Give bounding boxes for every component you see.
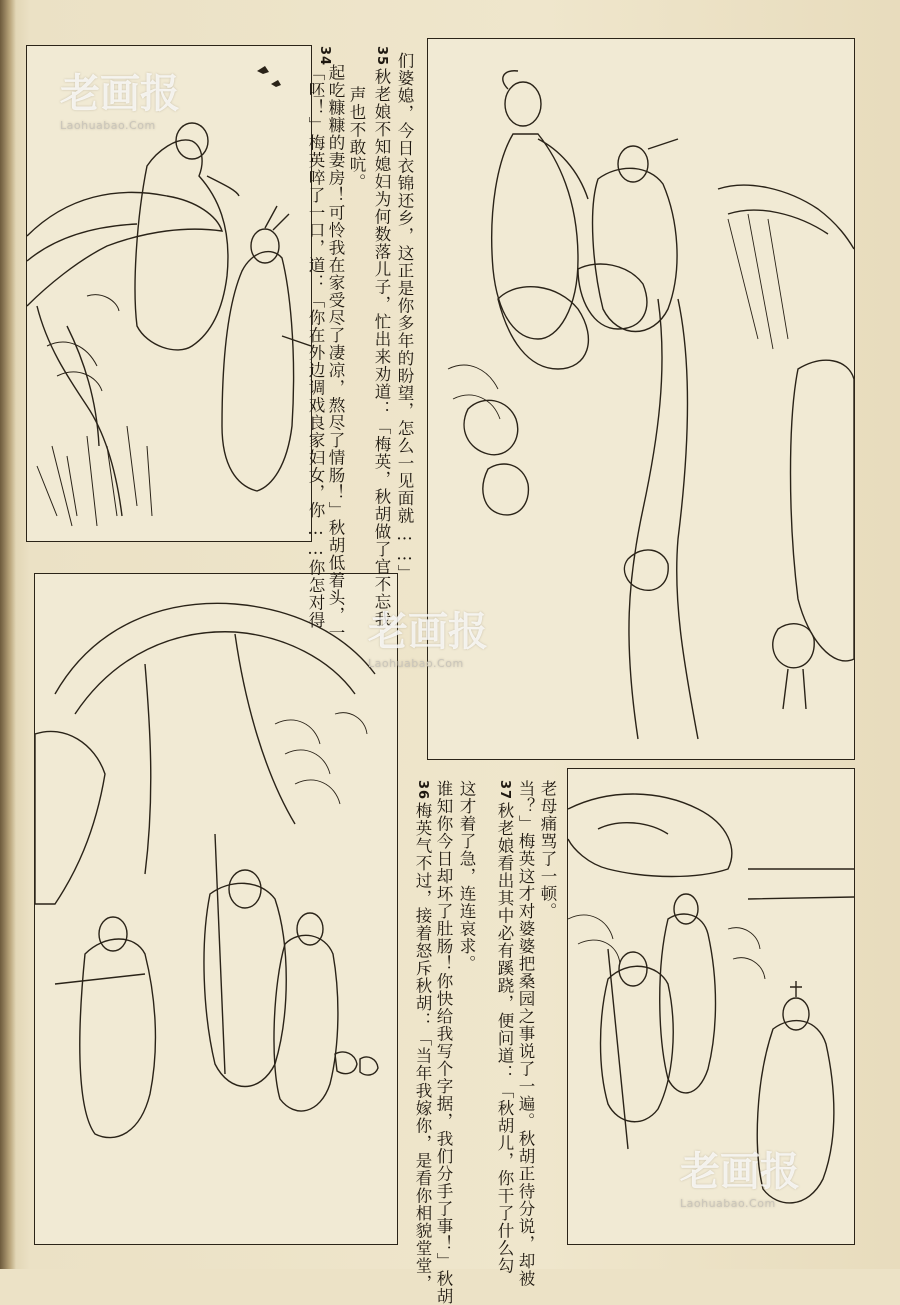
caption-37-number: 37 xyxy=(497,780,512,801)
caption-36-line-1: 这才着了急，连连哀求。 xyxy=(457,780,476,973)
caption-36-line-3: 梅英气不过，接着怒斥秋胡：「当年我嫁你，是看你相貌堂堂， xyxy=(413,802,432,1292)
caption-35-number: 35 xyxy=(374,46,389,67)
caption-36-line-2: 谁知你今日却坏了肚肠！你快给我写个字据，我们分手了事！」秋胡 xyxy=(434,780,453,1305)
caption-34-line-2: 起吃糠糠的妻房！可怜我在家受尽了凄凉，熬尽了情肠！」秋胡低着头，一 xyxy=(326,64,345,642)
caption-36-number: 36 xyxy=(415,780,430,801)
panel-35-illustration xyxy=(427,38,855,760)
watermark-url: Laohuabao.Com xyxy=(680,1197,776,1210)
watermark-url: Laohuabao.Com xyxy=(60,119,156,132)
watermark-text: 老画报 xyxy=(368,609,488,655)
caption-35-line-2: 秋老娘不知媳妇为何数落儿子，忙出来劝道：「梅英，秋胡做了官不忘我 xyxy=(372,68,391,628)
caption-35-line-1: 们婆媳，今日衣锦还乡，这正是你多年的盼望，怎么一见面就……」 xyxy=(395,52,414,582)
watermark-url: Laohuabao.Com xyxy=(368,657,464,670)
binding-gutter xyxy=(0,0,16,1269)
caption-37-line-2: 当？」梅英这才对婆婆把桑园之事说了一遍。秋胡正待分说，却被 xyxy=(516,780,535,1288)
caption-34-line-3: 「呸！」梅英啐了一口，道：「你在外边调戏良家妇女，你……你怎对得 xyxy=(306,64,325,629)
panel-36-artwork xyxy=(35,574,397,1244)
caption-34-line-1: 声也不敢吭。 xyxy=(347,86,366,191)
panel-35-artwork xyxy=(428,39,854,759)
watermark-center xyxy=(368,600,488,670)
caption-37-line-1: 老母痛骂了一顿。 xyxy=(538,780,557,920)
watermark-bottom-right xyxy=(680,1140,800,1210)
caption-37-line-3: 秋老娘看出其中必有蹊跷，便问道：「秋胡儿，你干了什么勾 xyxy=(495,802,514,1275)
caption-34-number: 34 xyxy=(317,46,332,67)
watermark-text: 老画报 xyxy=(60,71,180,117)
panel-36-illustration xyxy=(34,573,398,1245)
watermark-text: 老画报 xyxy=(680,1149,800,1195)
watermark-top-left xyxy=(60,62,180,132)
